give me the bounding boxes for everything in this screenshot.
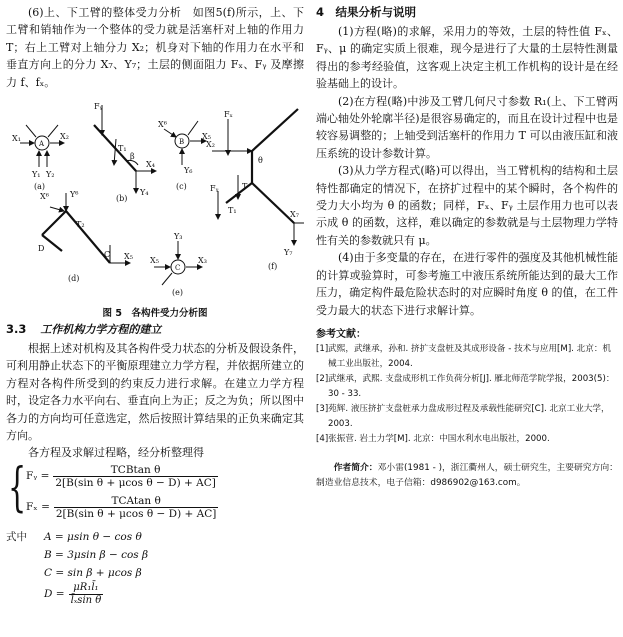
result-intro: 各方程及求解过程略，经分析整理得 — [28, 446, 204, 460]
label-d-tag: (d) — [68, 274, 80, 284]
equation-fx: Fₓ = $\frac{\text{TCAtan θ}}{\text{2[B(sin θ + μcos θ − D) + AC]}}$ — [26, 494, 217, 520]
label-a-x2: X₂ — [60, 132, 69, 142]
figure-caption: 图 5 各构件受力分析图 — [102, 308, 208, 320]
label-b-x4: X₄ — [146, 160, 155, 170]
references-heading: 参考文献： — [316, 328, 366, 340]
where-label: 式中 — [6, 530, 27, 543]
label-c-y6: Y₆ — [184, 166, 193, 176]
label-f-t1: T₁ — [228, 206, 237, 216]
label-c-x5: X₅ — [202, 132, 211, 142]
label-a-y1: Y₁ — [32, 170, 41, 180]
analysis-point-1: (1)方程(略)的求解，采用力的等效，土层的特性值 Fₓ、Fᵧ、μ 的确定实质上很难，现今是进行了大量的土层特性测量得出的参考经验值，这客观上决定主机工作机构的设计是在经验基础上的设计。 — [316, 25, 618, 91]
label-a-x1: X₁ — [12, 134, 21, 144]
label-c-x6: X⁶ — [158, 120, 167, 130]
left-column — [6, 4, 304, 607]
label-b-y4: Y₄ — [140, 188, 149, 198]
author-bio — [316, 461, 618, 491]
label-f-x7: X₇ — [290, 210, 299, 220]
label-e-node: C — [175, 264, 181, 273]
label-d-c: C — [104, 250, 111, 260]
reference-item: [1]武熙，武继承，孙和. 挤扩支盘桩及其成形设备 - 技术与应用[M]. 北京：机械工业出版社，2004. — [316, 343, 612, 369]
label-b-beta: β — [130, 152, 135, 162]
label-e-y3: Y₃ — [174, 232, 183, 242]
diagram-labels — [12, 102, 299, 297]
label-e-tag: (e) — [172, 288, 183, 298]
section-3-3-heading — [6, 321, 304, 337]
def-a: A = μsin θ − cos θ — [44, 530, 142, 543]
label-e-x5: X₅ — [150, 256, 159, 266]
label-d-x5: X₅ — [124, 252, 133, 262]
variable-definitions — [6, 528, 304, 607]
analysis-point-3: (3)从力学方程式(略)可以得出，当工臂机构的结构和土层特性都确定的情况下，在挤扩过程中的某个瞬时，各个构件的受力大小均为 θ 的函数；同样，Fₓ、Fᵧ 土层作用力也可以表示成 θ 的函数，这样，难以确定的参数就是与土层物理力学特性有关的参数就只有 μ。 — [316, 164, 618, 247]
equation-system — [8, 457, 304, 526]
label-d-d: D — [38, 244, 45, 254]
section-4-heading: 4 结果分析与说明 — [316, 5, 417, 19]
right-column — [316, 4, 618, 491]
method-paragraph: 根据上述对机构及其各构件受力状态的分析及假设条件，可利用静止状态下的平衡原理建立力学方程，并依据所建立的方程对各构件所受到的约束反力进行求解。在建立力学方程时，设定各力水平向右、垂直向上为正；反之为负；所以图中各力的方向均可任意选定，然后按照计算结果的正负来确定其方向。 — [6, 342, 304, 443]
analysis-point-2: (2)在方程(略)中涉及工臂几何尺寸参数 R₁(上、下工臂两端心轴处外轮廓半径)是很容易确定的，而且在设计过程中也是较容易调整的；上轴受到活塞杆的作用力 T 可以由液压缸和液压系统的设计参数计算。 — [316, 94, 618, 160]
force-analysis-diagram — [6, 95, 304, 301]
analysis-point-4: (4)由于多变量的存在，在进行零件的强度及其他机械性能的计算或验算时，可参考施工中液压系统所能达到的最大工作压力，确定构件最危险状态时的对应瞬时角度 θ 的值，在工件受力最大的状态下进行求解计算。 — [316, 251, 618, 317]
author-text: 邓小雷(1981 - )，浙江衢州人，硕士研究生，主要研究方向：制造业信息技术，电子信箱：d986902@163.com。 — [316, 462, 618, 488]
equation-brace: { — [8, 457, 27, 518]
section-number: 3.3 — [6, 322, 27, 337]
label-f-fx: Fₓ — [224, 110, 233, 120]
section-title: 工作机构力学方程的建立 — [40, 323, 162, 337]
label-a-y2: Y₂ — [46, 170, 55, 180]
label-f-x2: X₂ — [206, 140, 215, 150]
label-f-theta: θ — [258, 156, 263, 166]
intro-paragraph: (6)上、下工臂的整体受力分析 如图5(f)所示，上、下工臂和销轴作为一个整体的受力就是活塞杆对上轴的作用力 T；右上工臂对上轴分力 X₂；机身对下轴的作用力在水平和垂直方向上的分力 X₇、Y₇；土层的侧面阻力 Fₓ、Fᵧ 及摩擦力 f、fₓ。 — [6, 6, 304, 89]
label-f-tag: (f) — [268, 262, 278, 272]
label-f-y7: Y₇ — [284, 248, 293, 258]
label-b-fy: Fᵧ — [94, 102, 103, 112]
label-b-tag: (b) — [116, 194, 128, 204]
def-b: B = 3μsin β − cos β — [44, 548, 149, 561]
label-d-x6: X⁶ — [40, 192, 49, 202]
label-c-tag: (c) — [176, 182, 187, 192]
label-d-y6: Y⁶ — [70, 190, 79, 200]
label-a-node: A — [39, 140, 45, 149]
reference-item: [2]武继承，武熙. 支盘成形机工作负荷分析[J]. 雁北师范学院学报，2003(5)：30 - 33. — [316, 373, 615, 399]
label-f-fy: Fᵧ — [210, 184, 219, 194]
label-a-tag: (a) — [34, 182, 46, 192]
reference-item: [4]张振营. 岩土力学[M]. 北京：中国水利水电出版社，2000. — [316, 433, 550, 444]
label-f-t: T — [242, 182, 248, 192]
label-e-x3: X₃ — [198, 256, 207, 266]
reference-item: [3]苑辉. 液压挤扩支盘桩承力盘成形过程及承载性能研究[C]. 北京工业大学，2003. — [316, 403, 610, 429]
author-label: 作者简介： — [333, 462, 378, 473]
equation-fy: Fᵧ = $\frac{\text{TCBtan θ}}{\text{2[B(sin θ + μcos θ − D) + AC]}}$ — [26, 463, 216, 489]
figure-5 — [6, 95, 304, 320]
def-d: D = $\frac{\text{μR₁l̄₁}}{\text{l̄ₓsin θ}}$ — [44, 581, 102, 606]
label-b-t1: T₁ — [118, 144, 127, 154]
def-c: C = sin β + μcos β — [44, 566, 142, 579]
label-d-t2: T₂ — [76, 220, 85, 230]
label-c-node: B — [179, 138, 185, 147]
